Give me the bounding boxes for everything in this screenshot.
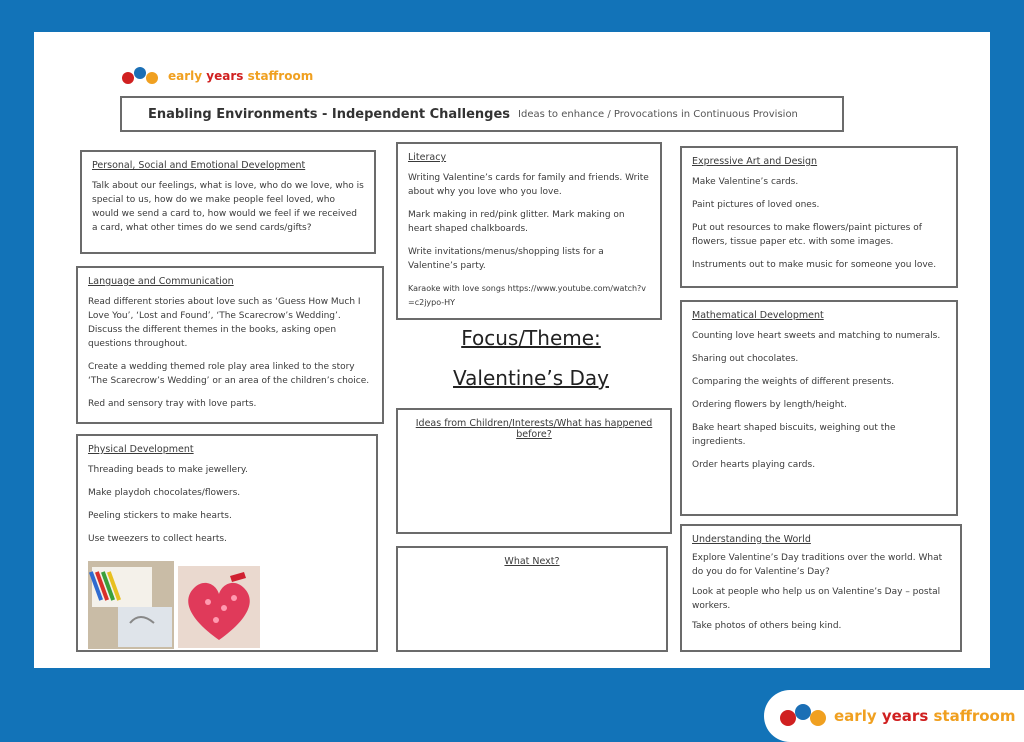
- maths-item: Order hearts playing cards.: [692, 460, 816, 470]
- cl-item: Read different stories about love such as ‘Guess How Much I Love You’, ‘Lost and Found’, ‘The Scarecrow’s Wedding’. Discuss the different themes in the books, asking open questions throughout.: [88, 297, 361, 349]
- pd-item: Make playdoh chocolates/flowers.: [88, 488, 241, 498]
- ead-item: Paint pictures of loved ones.: [692, 200, 820, 210]
- cl-item: Create a wedding themed role play area linked to the story ‘The Scarecrow’s Wedding’ or an area of the children’s choice.: [88, 362, 370, 386]
- maths-item: Ordering flowers by length/height.: [692, 400, 847, 410]
- pd-item: Peeling stickers to make hearts.: [88, 511, 232, 521]
- page-subtitle: Ideas to enhance / Provocations in Continuous Provision: [518, 108, 798, 120]
- utw-heading: Understanding the World: [692, 534, 811, 545]
- ead-item: Instruments out to make music for someone you love.: [692, 260, 937, 270]
- brand-name: early years staffroom: [168, 69, 314, 83]
- literacy-item: Write invitations/menus/shopping lists for a Valentine’s party.: [408, 247, 604, 271]
- ideas-box: [396, 408, 672, 534]
- utw-item: Explore Valentine’s Day traditions over the world. What do you do for Valentine’s Day?: [692, 553, 943, 577]
- brand-logo: [120, 62, 313, 90]
- ideas-heading: Ideas from Children/Interests/What has happened before?: [415, 418, 653, 440]
- ead-item: Put out resources to make flowers/paint pictures of flowers, tissue paper etc. with some images.: [692, 223, 922, 247]
- heart-sticker-photo: [178, 566, 260, 648]
- utw-item: Look at people who help us on Valentine’s Day – postal workers.: [692, 587, 941, 611]
- hands-icon: [120, 64, 162, 88]
- hands-icon: [778, 701, 828, 731]
- utw-box: [680, 524, 962, 652]
- title-box: [120, 96, 844, 132]
- literacy-heading: Literacy: [408, 152, 447, 163]
- maths-item: Bake heart shaped biscuits, weighing out the ingredients.: [692, 423, 896, 447]
- next-heading: What Next?: [504, 556, 560, 567]
- pd-item: Threading beads to make jewellery.: [88, 465, 248, 475]
- pd-item: Use tweezers to collect hearts.: [88, 534, 227, 544]
- footer-brand-logo: [764, 690, 1024, 742]
- utw-item: Take photos of others being kind.: [692, 621, 842, 631]
- cl-box: [76, 266, 384, 424]
- maths-box: [680, 300, 958, 516]
- threading-photo: [88, 561, 174, 649]
- next-box: [396, 546, 668, 652]
- literacy-box: [396, 142, 662, 320]
- cl-item: Red and sensory tray with love parts.: [88, 399, 257, 409]
- ead-item: Make Valentine’s cards.: [692, 177, 799, 187]
- literacy-item: Writing Valentine’s cards for family and friends. Write about why you love who you love.: [408, 173, 649, 197]
- focus-theme: [400, 320, 662, 406]
- cl-heading: Language and Communication: [88, 276, 234, 287]
- literacy-item: Karaoke with love songs https://www.youtube.com/watch?v=c2jypo-HY: [408, 284, 647, 307]
- psed-heading: Personal, Social and Emotional Development: [92, 160, 306, 171]
- ead-heading: Expressive Art and Design: [692, 156, 818, 167]
- psed-item: Talk about our feelings, what is love, who do we love, who is special to us, how do we make people feel loved, who would we send a card to, how would we feel if we received a card, what other times do we send cards/gifts?: [92, 181, 364, 233]
- maths-item: Sharing out chocolates.: [692, 354, 799, 364]
- psed-box: [80, 150, 376, 254]
- maths-heading: Mathematical Development: [692, 310, 824, 321]
- literacy-item: Mark making in red/pink glitter. Mark making on heart shaped chalkboards.: [408, 210, 625, 234]
- pd-heading: Physical Development: [88, 444, 194, 455]
- footer-brand-name: early years staffroom: [834, 707, 1016, 725]
- focus-theme-value: Valentine’s Day: [453, 366, 609, 390]
- page-title: Enabling Environments - Independent Challenges: [148, 106, 511, 122]
- ead-box: [680, 146, 958, 288]
- planning-sheet: [34, 32, 990, 668]
- maths-item: Counting love heart sweets and matching to numerals.: [692, 331, 941, 341]
- focus-label: Focus/Theme:: [461, 326, 601, 350]
- maths-item: Comparing the weights of different presents.: [692, 377, 895, 387]
